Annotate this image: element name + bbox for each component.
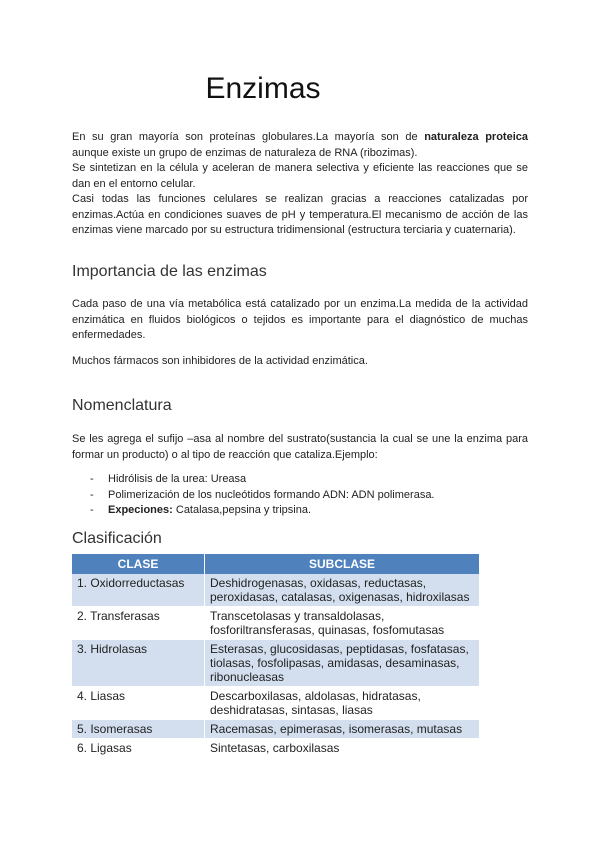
table-row (72, 739, 480, 758)
clasificacion-heading: Clasificación (72, 530, 162, 547)
table-row (72, 687, 480, 720)
nomenclatura-heading: Nomenclatura (72, 397, 172, 414)
intro-paragraph-1 (72, 130, 528, 161)
subclase-cell: Esterasas, glucosidasas, peptidasas, fosfatasas, tiolasas, fosfolipasas, amidasas, desaminasas, ribonucleasas (205, 640, 480, 687)
clase-cell: 2. Transferasas (72, 607, 205, 640)
intro-text (72, 130, 528, 239)
list-item: - Hidrólisis de la urea: Ureasa (90, 472, 435, 488)
table-header-row (72, 554, 480, 574)
intro-bold-text: naturaleza proteica (424, 131, 528, 143)
clase-cell: 5. Isomerasas (72, 720, 205, 739)
clase-cell: 4. Liasas (72, 687, 205, 720)
importancia-heading: Importancia de las enzimas (72, 263, 267, 280)
list-item: - Polimerización de los nucleótidos formando ADN: ADN polimerasa. (90, 488, 435, 504)
table-row (72, 720, 480, 739)
page-title: Enzimas (205, 72, 321, 105)
clase-cell: 1. Oxidorreductasas (72, 574, 205, 607)
nomenclatura-list (90, 472, 435, 519)
intro-paragraph-3: Casi todas las funciones celulares se realizan gracias a reacciones catalizadas por enzimas.Actúa en condiciones suaves de pH y temperatura.El mecanismo de acción de las enzimas viene marcado por su estructura tridimensional (estructura terciaria y cuaternaria). (72, 193, 528, 236)
column-header-subclase: SUBCLASE (205, 554, 480, 574)
exceptions-text: Catalasa,pepsina y tripsina. (172, 504, 311, 516)
list-item-exceptions (90, 503, 435, 519)
table-row (72, 640, 480, 687)
subclase-cell: Racemasas, epimerasas, isomerasas, mutasas (205, 720, 480, 739)
subclase-cell: Transcetolasas y transaldolasas, fosforiltransferasas, quinasas, fosfomutasas (205, 607, 480, 640)
nomenclatura-paragraph: Se les agrega el sufijo –asa al nombre del sustrato(sustancia la cual se une la enzima para formar un producto) o al tipo de reacción que cataliza.Ejemplo: (72, 433, 528, 461)
intro-paragraph-2: Se sintetizan en la célula y aceleran de manera selectiva y eficiente las reacciones que se dan en el entorno celular. (72, 162, 528, 190)
column-header-clase: CLASE (72, 554, 205, 574)
exceptions-label: Expeciones: (108, 504, 173, 516)
importancia-paragraph-1: Cada paso de una vía metabólica está catalizado por un enzima.La medida de la actividad enzimática en fluidos biológicos o tejidos es importante para el diagnóstico de muchas enfermedades. (72, 298, 528, 341)
table-row (72, 607, 480, 640)
table-row (72, 574, 480, 607)
clase-cell: 6. Ligasas (72, 739, 205, 758)
clase-cell: 3. Hidrolasas (72, 640, 205, 687)
subclase-cell: Deshidrogenasas, oxidasas, reductasas, peroxidasas, catalasas, oxigenasas, hidroxilasas (205, 574, 480, 607)
subclase-cell: Sintetasas, carboxilasas (205, 739, 480, 758)
classification-table (72, 554, 480, 758)
intro-text-b: aunque existe un grupo de enzimas de naturaleza de RNA (ribozimas). (72, 146, 418, 159)
subclase-cell: Descarboxilasas, aldolasas, hidratasas, deshidratasas, sintasas, liasas (205, 687, 480, 720)
intro-text-a: En su gran mayoría son proteínas globulares.La mayoría son de (72, 131, 425, 143)
importancia-paragraph-2: Muchos fármacos son inhibidores de la actividad enzimática. (72, 355, 368, 367)
